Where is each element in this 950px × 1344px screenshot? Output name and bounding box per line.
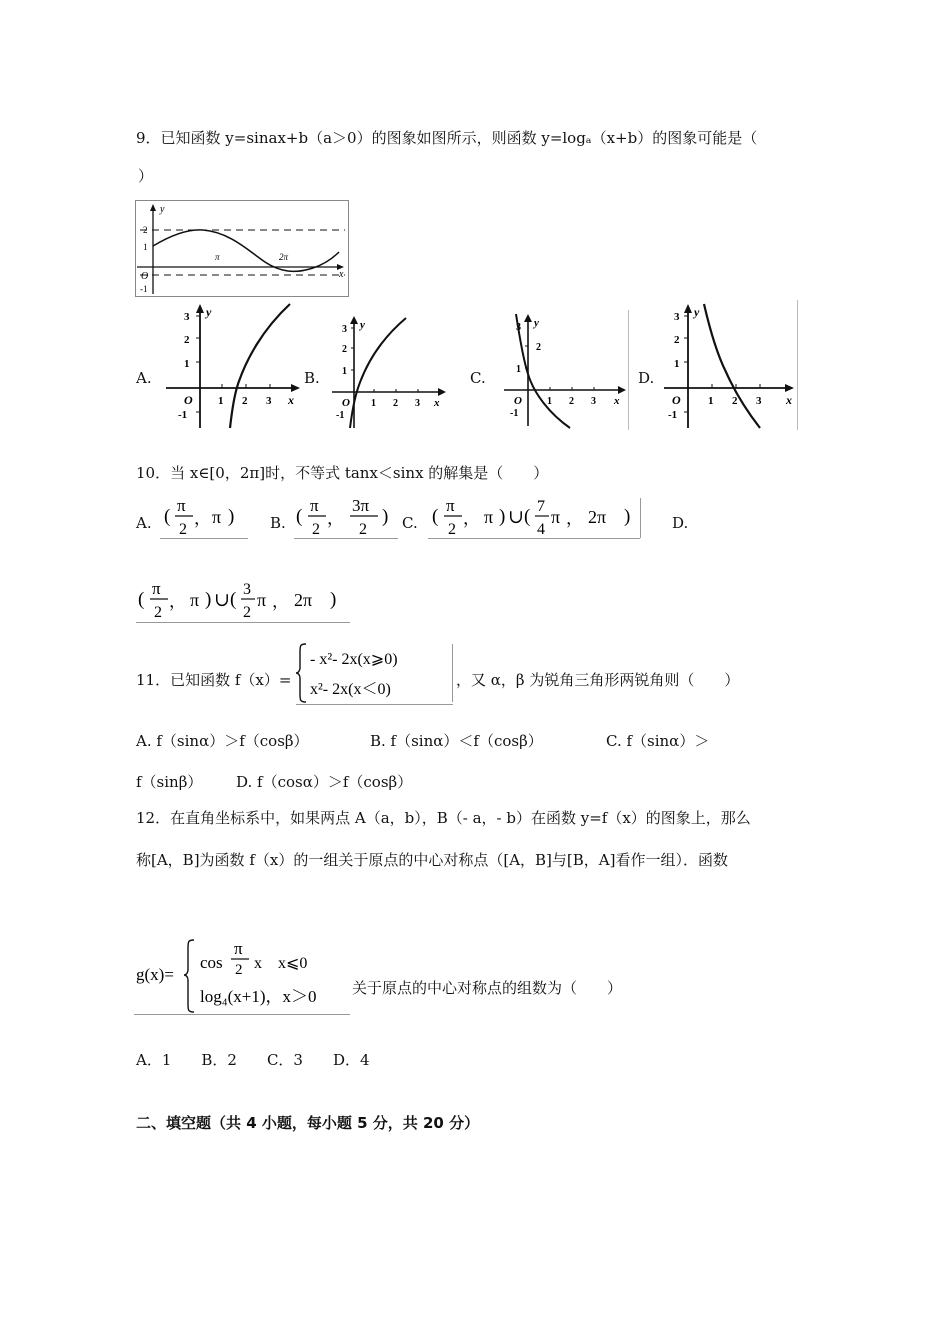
svg-text:): )	[330, 589, 337, 610]
sine-ytick-2: 2	[143, 225, 148, 235]
sine-xtick-pi: π	[215, 252, 220, 262]
d-x-arrow	[785, 384, 794, 392]
q11-option-a[interactable]: A. f（sinα）＞f（cosβ）	[136, 732, 309, 750]
d-xtick-2: 2	[732, 395, 738, 407]
q9-stem: 9．已知函数 y=sinax+b（a＞0）的图象如图所示，则函数 y=logₐ（x+b）的图象可能是（	[136, 129, 758, 147]
q9-stem-close: ）	[138, 167, 154, 185]
svg-text:π: π	[446, 496, 455, 515]
c-y-arrow	[524, 314, 532, 322]
svg-text:2: 2	[448, 521, 456, 538]
a-xtick-1: 1	[218, 395, 224, 407]
svg-text:): )	[624, 506, 631, 527]
svg-text:): )	[499, 506, 506, 527]
a-ytick-2: 2	[184, 334, 190, 346]
sine-y-arrow	[150, 204, 156, 211]
sine-ytick-1: 1	[143, 242, 148, 252]
b-ytick-neg1: -1	[336, 410, 345, 421]
q12-cos: cos	[200, 953, 223, 972]
svg-text:(: (	[432, 506, 439, 527]
q12-options[interactable]: A．1 B．2 C．3 D．4	[136, 1051, 370, 1069]
svg-text:2: 2	[154, 604, 162, 621]
b-y-label: y	[360, 319, 365, 331]
q10-option-d-expr[interactable]	[136, 576, 352, 624]
a-ytick-1: 1	[184, 358, 190, 370]
q9-option-c-graph[interactable]	[500, 310, 630, 430]
a-curve	[230, 304, 290, 428]
sine-xtick-2pi: 2π	[279, 252, 289, 262]
q11-prefix: 11．已知函数 f（x）=	[136, 671, 292, 689]
q9-option-b-letter[interactable]: B.	[304, 369, 320, 387]
a-x-arrow	[291, 384, 300, 392]
a-x-label: x	[288, 393, 294, 407]
q10a-num: π	[177, 496, 186, 515]
svg-text:，: ，	[169, 592, 186, 611]
c-y-label: y	[534, 317, 539, 329]
b-xtick-1: 1	[371, 398, 376, 409]
q10b-num2: 3π	[352, 496, 370, 515]
q11-option-d[interactable]: D. f（cosα）＞f（cosβ）	[236, 773, 413, 791]
q11-option-c[interactable]: C. f（sinα）＞	[606, 732, 710, 750]
q9-option-c-letter[interactable]: C.	[470, 369, 486, 387]
q10b-den2: 2	[359, 521, 367, 538]
a-xtick-2: 2	[242, 395, 248, 407]
c-ytick-neg1: -1	[510, 408, 519, 419]
q9-option-d-letter[interactable]: D.	[638, 369, 655, 387]
svg-text:(: (	[524, 506, 531, 527]
b-ytick-3: 3	[342, 324, 347, 335]
d-ytick-2: 2	[674, 334, 680, 346]
a-y-label: y	[206, 305, 212, 319]
q11-piece1: - x²- 2x(x⩾0)	[310, 651, 398, 668]
a-ytick-3: 3	[184, 311, 190, 323]
svg-text:π: π	[484, 507, 494, 527]
c-x-arrow	[618, 386, 626, 394]
q12-g-label: g(x)=	[136, 965, 174, 984]
q10b-num1: π	[310, 496, 319, 515]
a-xtick-3: 3	[266, 395, 272, 407]
q11-option-c-cont[interactable]: f（sinβ）	[136, 773, 203, 791]
q10-option-a-letter[interactable]: A.	[136, 514, 152, 532]
svg-text:): )	[228, 506, 235, 527]
b-x-label: x	[434, 397, 440, 409]
q10-option-c-expr[interactable]	[428, 494, 644, 540]
q9-option-d-graph[interactable]	[660, 300, 800, 430]
svg-text:，: ，	[194, 509, 211, 528]
svg-text:2π: 2π	[588, 507, 607, 527]
q10-option-b-expr[interactable]	[294, 494, 400, 540]
sine-y-label: y	[160, 204, 165, 215]
q9-option-b-graph[interactable]	[328, 312, 448, 430]
d-curve	[704, 304, 760, 428]
svg-text:，: ，	[463, 509, 480, 528]
d-y-arrow	[684, 304, 692, 313]
q12-piecewise	[134, 936, 354, 1016]
sine-ytick-neg1: -1	[140, 284, 148, 294]
a-y-arrow	[196, 304, 204, 313]
svg-text:4: 4	[537, 521, 545, 538]
q10-option-c-letter[interactable]: C.	[402, 514, 418, 532]
q10-option-b-letter[interactable]: B.	[270, 514, 286, 532]
svg-text:(: (	[230, 589, 237, 610]
c-xtick-3: 3	[591, 396, 596, 407]
q9-option-a-graph[interactable]	[162, 300, 302, 430]
svg-text:π: π	[212, 507, 222, 527]
svg-text:): )	[382, 506, 389, 527]
q11-piece2: x²- 2x(x＜0)	[310, 681, 391, 698]
b-xtick-3: 3	[415, 398, 420, 409]
svg-text:2: 2	[243, 604, 251, 621]
b-ytick-2: 2	[342, 344, 347, 355]
d-origin: O	[672, 393, 681, 407]
b-origin: O	[342, 397, 350, 409]
svg-text:，: ，	[566, 509, 583, 528]
q12-piece1-rest: x x⩽0	[254, 955, 308, 972]
svg-text:): )	[205, 589, 212, 610]
svg-text:π: π	[551, 507, 561, 527]
q10-stem: 10．当 x∈[0，2π]时，不等式 tanx＜sinx 的解集是（ ）	[136, 464, 549, 482]
d-xtick-3: 3	[756, 395, 762, 407]
d-y-label: y	[694, 305, 700, 319]
svg-text:(: (	[164, 506, 171, 527]
b-curve	[350, 318, 406, 428]
b-y-arrow	[350, 316, 358, 324]
svg-text:，: ，	[327, 509, 344, 528]
q12-piece2: log₄(x+1)，x＞0	[200, 987, 317, 1006]
q10a-den: 2	[179, 521, 187, 538]
q10-option-d-letter[interactable]: D.	[672, 514, 689, 532]
c-curve	[516, 314, 570, 428]
a-origin: O	[184, 393, 193, 407]
sine-graph-frame	[136, 201, 349, 297]
svg-text:∪: ∪	[508, 507, 524, 528]
svg-text:π: π	[152, 579, 161, 598]
c-ytick-3: 3	[516, 322, 521, 333]
c-ytick-2: 2	[536, 342, 541, 353]
c-origin: O	[514, 395, 522, 407]
q12-brace	[184, 940, 194, 1012]
q9-option-a-letter[interactable]: A.	[136, 369, 152, 387]
q11-suffix: ，又 α，β 为锐角三角形两锐角则（ ）	[456, 671, 740, 689]
sine-graph	[135, 200, 349, 297]
svg-text:7: 7	[537, 498, 545, 515]
q12-suffix: 关于原点的中心对称点的组数为（ ）	[352, 979, 623, 997]
d-ytick-3: 3	[674, 311, 680, 323]
svg-text:2π: 2π	[294, 590, 313, 610]
c-x-label: x	[614, 395, 620, 407]
a-ytick-neg1: -1	[178, 409, 188, 421]
svg-text:π: π	[257, 590, 267, 610]
svg-text:(: (	[296, 506, 303, 527]
q12-cos-num: π	[234, 939, 243, 958]
svg-text:∪: ∪	[214, 590, 230, 611]
q12-line2: 称[A，B]为函数 f（x）的一组关于原点的中心对称点（[A，B]与[B，A]看作一组）．函数	[136, 851, 728, 869]
sine-curve	[153, 230, 339, 271]
c-ytick-1: 1	[516, 364, 521, 375]
svg-text:(: (	[138, 589, 145, 610]
d-xtick-1: 1	[708, 395, 714, 407]
d-x-label: x	[786, 393, 792, 407]
svg-text:，: ，	[272, 592, 289, 611]
b-x-arrow	[438, 388, 446, 396]
b-xtick-2: 2	[393, 398, 398, 409]
q11-piecewise	[296, 640, 456, 706]
q11-brace	[296, 644, 306, 702]
c-xtick-2: 2	[569, 396, 574, 407]
c-xtick-1: 1	[547, 396, 552, 407]
section2-heading: 二、填空题（共 4 小题，每小题 5 分，共 20 分）	[136, 1114, 480, 1132]
q10b-den1: 2	[312, 521, 320, 538]
q12-line1: 12．在直角坐标系中，如果两点 A（a，b），B（- a，- b）在函数 y=f（x）的图象上，那么	[136, 809, 751, 827]
sine-x-label: x	[339, 269, 344, 280]
d-ytick-1: 1	[674, 358, 680, 370]
q11-option-b[interactable]: B. f（sinα）＜f（cosβ）	[370, 732, 543, 750]
q12-cos-den: 2	[235, 962, 243, 978]
svg-text:3: 3	[243, 581, 251, 598]
sine-origin: O	[141, 271, 149, 282]
q10-option-a-expr[interactable]	[160, 494, 250, 540]
b-ytick-1: 1	[342, 366, 347, 377]
svg-text:π: π	[190, 590, 200, 610]
d-ytick-neg1: -1	[668, 409, 678, 421]
